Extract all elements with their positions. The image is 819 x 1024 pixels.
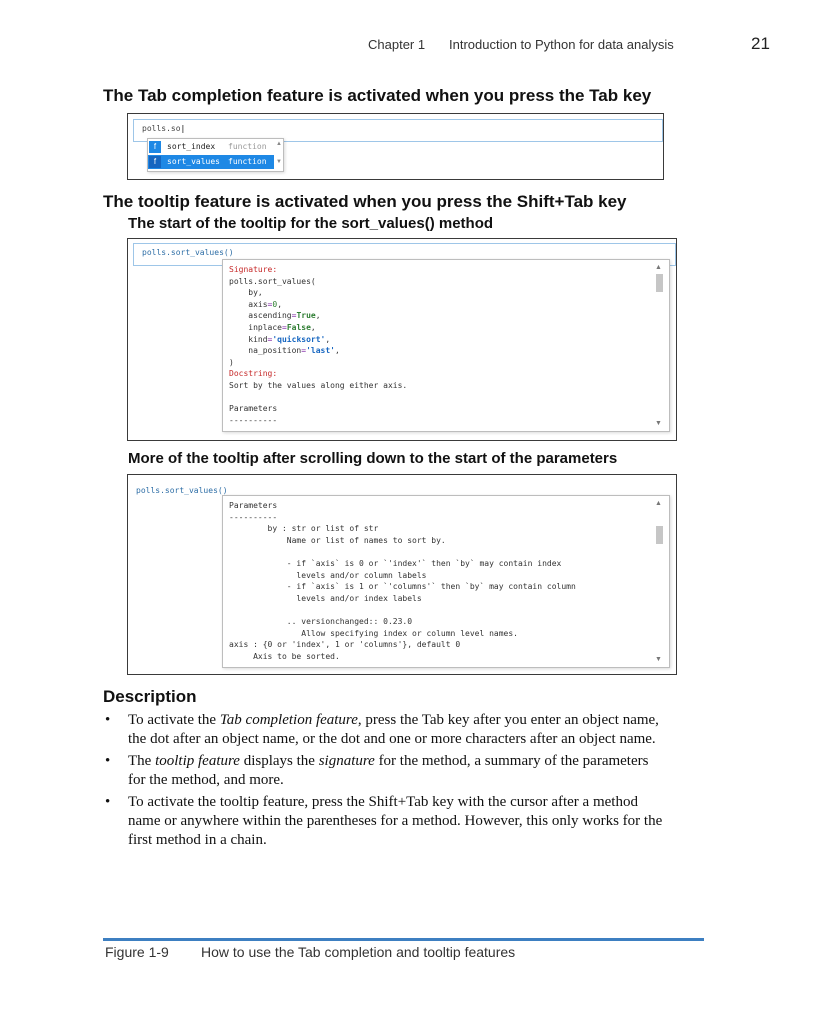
list-item: • To activate the tooltip feature, press the Shift+Tab key with the cursor after a method name or anywhere within the parentheses for a method. However, this only works for the first method in a chain. — [105, 794, 663, 848]
figure-label: Figure 1-9 — [105, 944, 169, 960]
completion-item-selected[interactable] — [148, 155, 274, 169]
tooltip-popup — [222, 495, 670, 668]
scroll-down-icon[interactable]: ▼ — [655, 656, 662, 663]
tab-completion-figure — [127, 113, 664, 180]
completion-item[interactable] — [148, 140, 274, 154]
tooltip-content: Signature: polls.sort_values( by, axis=0, ascending=True, inplace=False, kind='quicksort', na_position='last', ) Docstring: Sort by the values along either axis. Parameters ---------- — [229, 265, 408, 425]
description-heading: Description — [103, 687, 197, 706]
tab-completion-heading: The Tab completion feature is activated when you press the Tab key — [103, 86, 652, 105]
completion-kind: function — [228, 142, 267, 151]
scroll-up-icon[interactable]: ▲ — [276, 141, 282, 147]
scroll-up-icon[interactable]: ▲ — [655, 500, 662, 507]
function-icon: f — [149, 141, 161, 153]
completion-kind: function — [228, 157, 267, 166]
tooltip-popup — [222, 259, 670, 432]
code-cell-text: polls.sort_values() — [136, 486, 228, 495]
running-header-chapter: Chapter 1 — [368, 37, 426, 52]
tooltip-subheading: The start of the tooltip for the sort_values() method — [128, 215, 494, 232]
code-cell-text: polls.sort_values() — [142, 248, 234, 257]
description-list — [103, 711, 663, 853]
completion-name: sort_values — [167, 157, 220, 166]
running-header-title: Introduction to Python for data analysis — [449, 37, 674, 52]
tooltip-scrollbar[interactable] — [655, 500, 663, 663]
scroll-thumb[interactable] — [656, 526, 663, 544]
tooltip-scrolled-figure — [127, 474, 677, 675]
page-number: 21 — [751, 34, 770, 53]
completion-name: sort_index — [167, 142, 216, 151]
completion-popup — [147, 138, 284, 172]
scroll-thumb[interactable] — [656, 274, 663, 292]
tooltip-scrollbar[interactable] — [655, 264, 663, 427]
tooltip-content: Parameters ---------- by : str or list of str Name or list of names to sort by. - if `axis` is 0 or `'index'` then `by` may contain index levels and/or column labels - if `axis` is 1 or `'columns'` then `by` may contain column levels and/or index labels .. versionchanged:: 0.23.0 Allow specifying index or column level names. axis : {0 or 'index', 1 or 'columns'}, default 0 Axis to be sorted. — [229, 501, 576, 661]
scroll-down-icon[interactable]: ▼ — [276, 159, 282, 165]
scroll-up-icon[interactable]: ▲ — [655, 264, 662, 271]
tooltip-start-figure — [127, 238, 677, 441]
tooltip-scrolled-subheading: More of the tooltip after scrolling down to the start of the parameters — [128, 450, 618, 467]
scroll-down-icon[interactable]: ▼ — [655, 420, 662, 427]
code-cell-text: polls.so| — [142, 124, 186, 133]
function-icon: f — [149, 156, 161, 168]
figure-rule — [103, 938, 704, 941]
list-item: • The tooltip feature displays the signature for the method, a summary of the parameters for the method, and more. — [105, 753, 649, 788]
list-item: • To activate the Tab completion feature, press the Tab key after you enter an object name, the dot after an object name, or the dot and one or more characters after an object name. — [105, 712, 659, 747]
tooltip-heading: The tooltip feature is activated when you press the Shift+Tab key — [103, 192, 627, 211]
figure-caption: How to use the Tab completion and tooltip features — [201, 944, 516, 960]
